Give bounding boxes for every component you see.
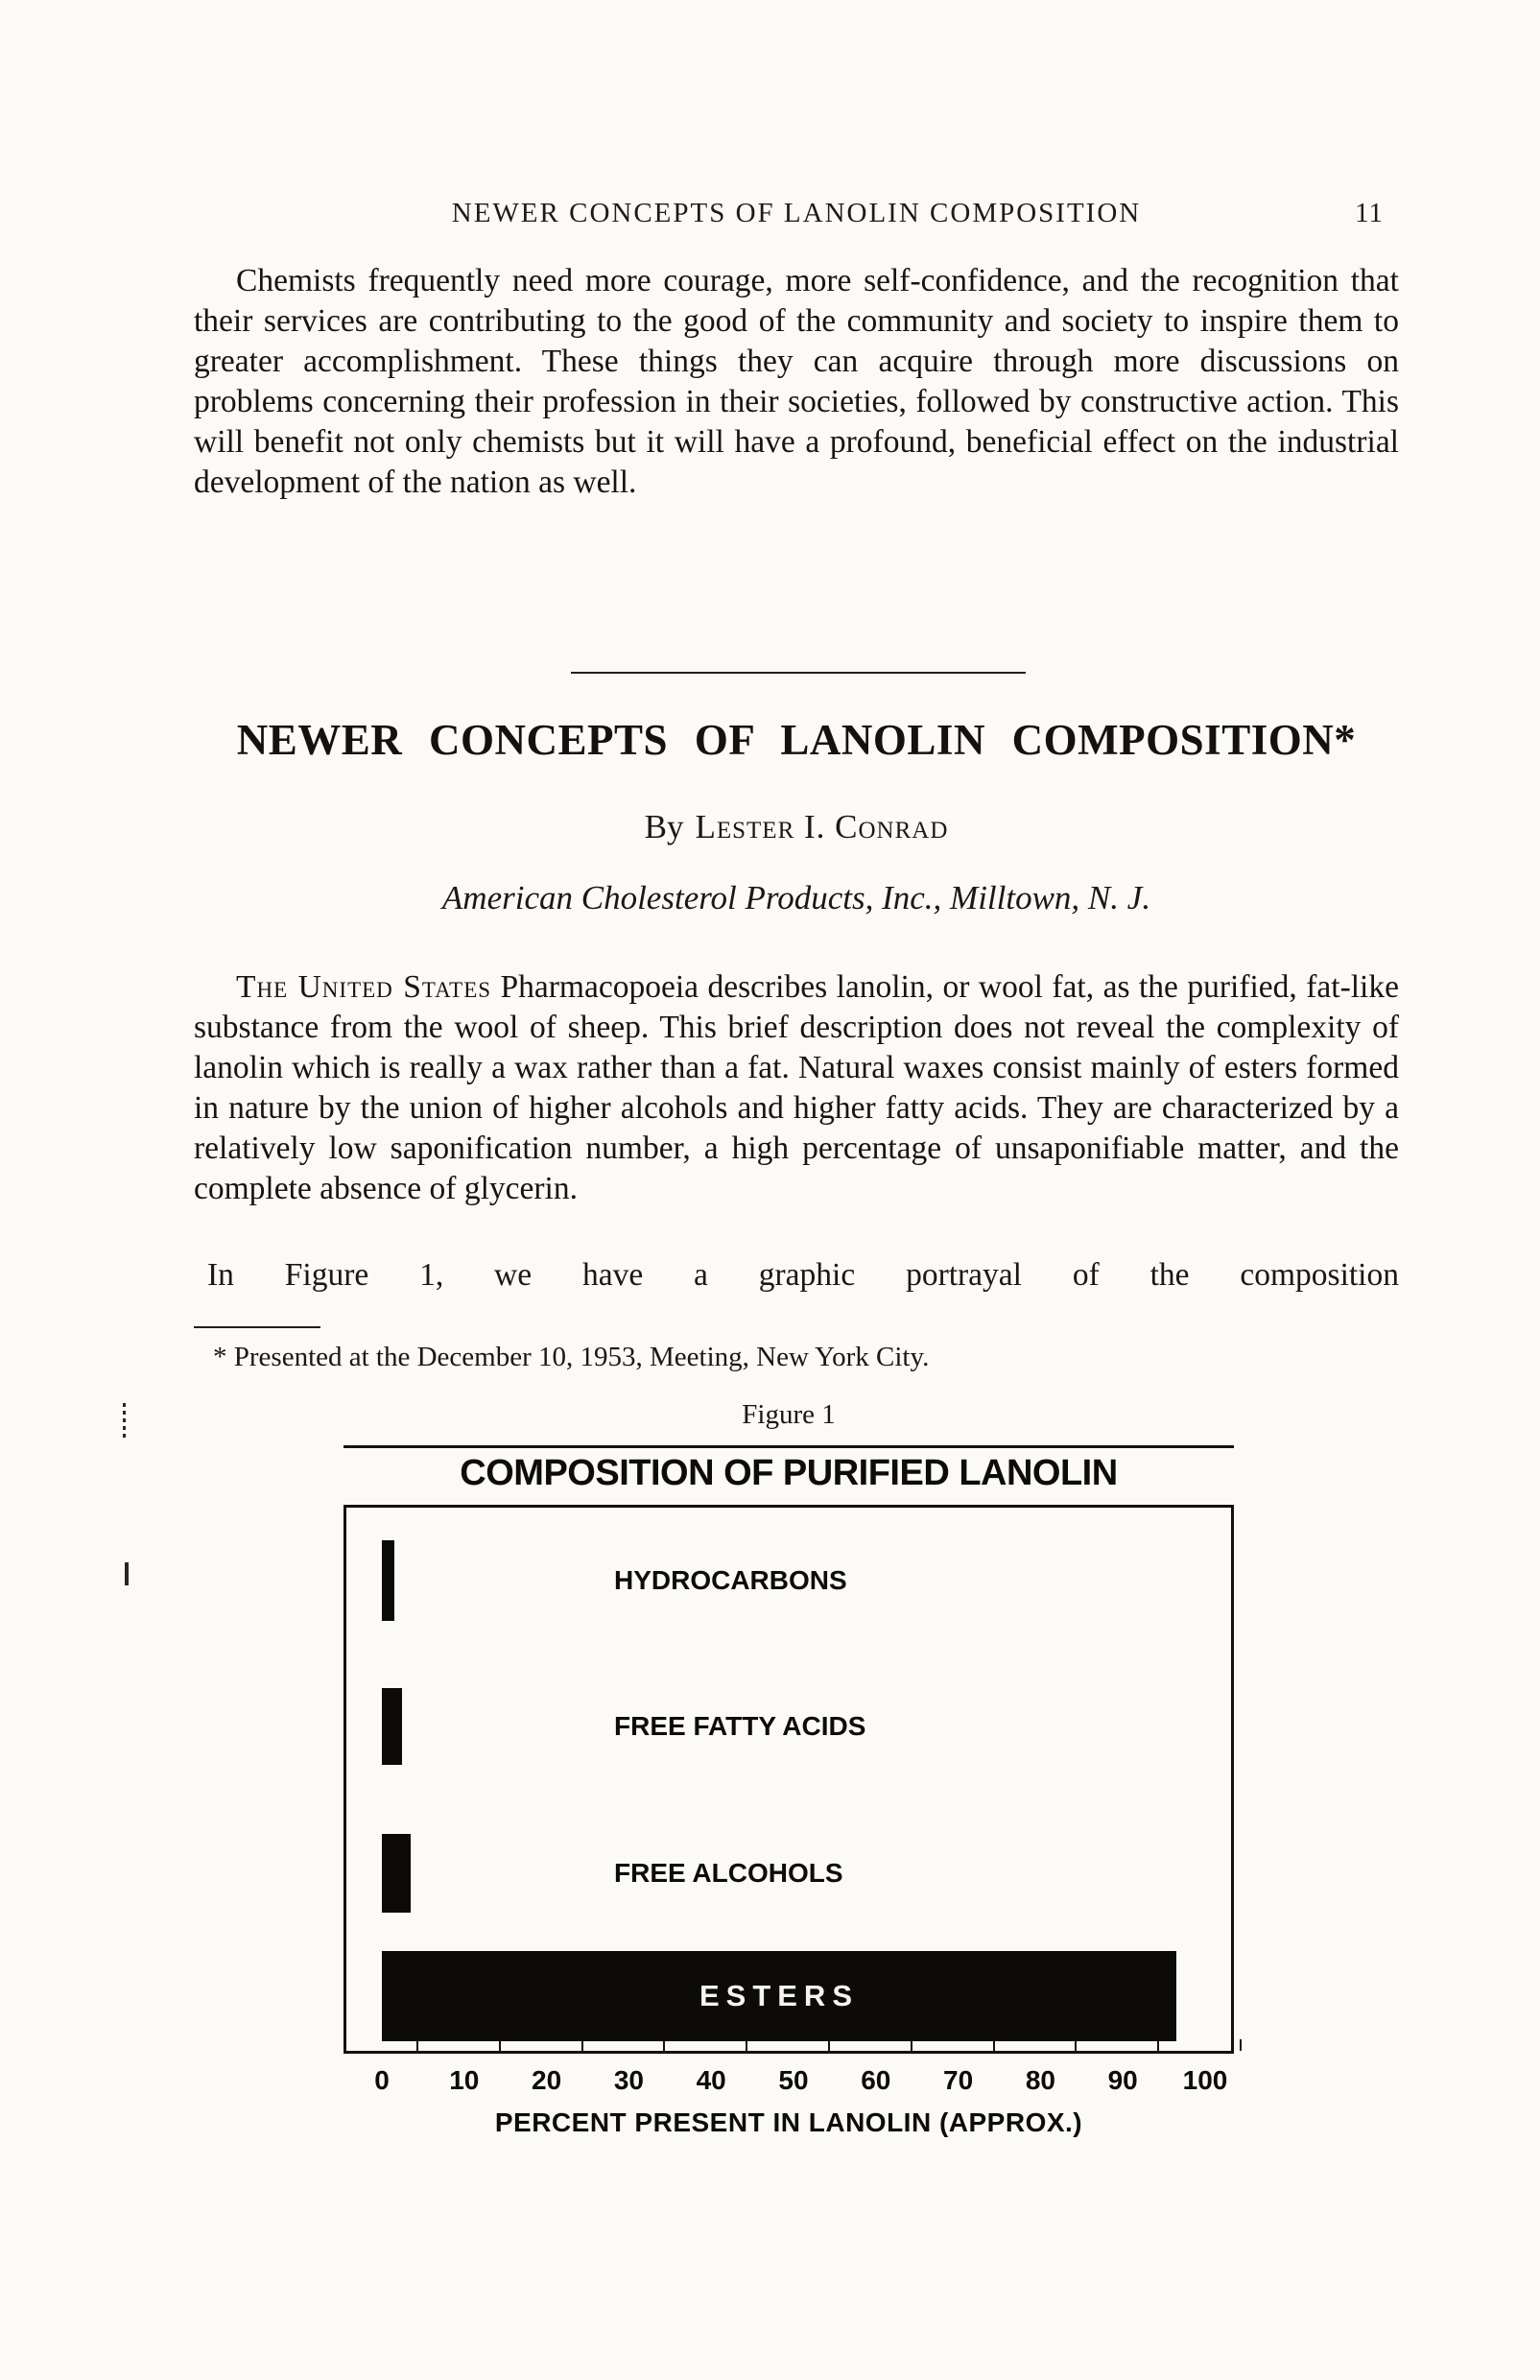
- x-axis-label: PERCENT PRESENT IN LANOLIN (APPROX.): [494, 2107, 1083, 2137]
- x-tick-mark: [911, 2039, 912, 2051]
- footnote: * Presented at the December 10, 1953, Meeting, New York City.: [213, 1342, 930, 1372]
- figure-caption: Figure 1: [742, 1399, 836, 1430]
- x-tick-labels: [374, 2065, 1228, 2098]
- x-tick-label: 30: [613, 2065, 644, 2095]
- body-rest: Pharmacopoeia describes lanolin, or wool fat, as the purified, fat-like substance from the wool of sheep. This brief description does not reveal the complexity of lanolin which is really a wax rather than a fat. Natural waxes consist mainly of esters formed in nature by the union of higher alcohols and higher fatty acids. They are characterized by a relatively low saponification number, a high percentage of unsaponifiable matter, and the complete absence of glycerin.: [194, 969, 1399, 1206]
- x-tick-label: 20: [532, 2065, 562, 2095]
- scan-margin-mark: [125, 1562, 129, 1585]
- body-lead-smallcaps: The United States: [236, 969, 492, 1005]
- x-tick-mark: [581, 2039, 583, 2051]
- author-name: Lester I. Conrad: [695, 808, 949, 845]
- running-header-title: NEWER CONCEPTS OF LANOLIN COMPOSITION: [451, 198, 1142, 228]
- x-tick-mark: [499, 2039, 501, 2051]
- chart-bar-free-alcohols: [382, 1834, 411, 1913]
- x-tick-mark: [1240, 2039, 1242, 2051]
- author-affiliation: American Cholesterol Products, Inc., Milltown, N. J.: [441, 879, 1151, 916]
- running-header: [194, 198, 1399, 229]
- chart-bar-free-fatty-acids: [382, 1688, 402, 1765]
- x-tick-mark: [1075, 2039, 1077, 2051]
- x-tick-label: 50: [778, 2065, 809, 2095]
- byline-prefix: By: [644, 808, 684, 845]
- scan-margin-mark: [123, 1403, 126, 1438]
- chart-bar-hydrocarbons: [382, 1540, 394, 1621]
- chart-category-label: FREE ALCOHOLS: [614, 1858, 843, 1888]
- x-tick-label: 90: [1107, 2065, 1138, 2095]
- chart-bar-esters: [382, 1951, 1176, 2041]
- page-number: 11: [1355, 198, 1384, 228]
- x-tick-mark: [1157, 2039, 1159, 2051]
- byline: [194, 808, 1399, 846]
- chart-plot: [382, 1508, 1205, 2051]
- x-tick-label: 60: [861, 2065, 891, 2095]
- figure-top-rule: [344, 1445, 1234, 1448]
- chart-category-label: ESTERS: [699, 1979, 859, 2012]
- figure-reference-line: In Figure 1, we have a graphic portrayal of the composition: [207, 1257, 1399, 1293]
- chart-frame: [344, 1505, 1234, 2054]
- x-tick-mark: [746, 2039, 747, 2051]
- x-tick-mark: [663, 2039, 665, 2051]
- x-tick-label: 40: [696, 2065, 726, 2095]
- article-title: NEWER CONCEPTS OF LANOLIN COMPOSITION*: [236, 716, 1357, 764]
- x-tick-mark: [993, 2039, 995, 2051]
- x-tick-label: 80: [1025, 2065, 1055, 2095]
- x-tick-label: 0: [374, 2065, 390, 2095]
- x-tick-mark: [416, 2039, 418, 2051]
- x-tick-label: 10: [449, 2065, 480, 2095]
- x-tick-mark: [828, 2039, 830, 2051]
- x-tick-marks: [417, 2039, 1241, 2051]
- chart-category-label: HYDROCARBONS: [614, 1565, 847, 1595]
- body-paragraph: [194, 967, 1399, 1209]
- chart-category-label: FREE FATTY ACIDS: [614, 1711, 866, 1741]
- x-tick-label: 70: [943, 2065, 974, 2095]
- x-tick-label: 100: [1182, 2065, 1228, 2095]
- intro-paragraph: Chemists frequently need more courage, more self-confidence, and the recognition that their services are contributing to the good of the community and society to inspire them to greater accomplishment. These things they can acquire through more discussions on problems concerning their profession in their societies, followed by constructive action. This will benefit not only chemists but it will have a profound, beneficial effect on the industrial development of the nation as well.: [194, 263, 1399, 500]
- section-divider: [571, 672, 1026, 674]
- chart-title: COMPOSITION OF PURIFIED LANOLIN: [460, 1453, 1118, 1493]
- footnote-rule: [194, 1326, 320, 1328]
